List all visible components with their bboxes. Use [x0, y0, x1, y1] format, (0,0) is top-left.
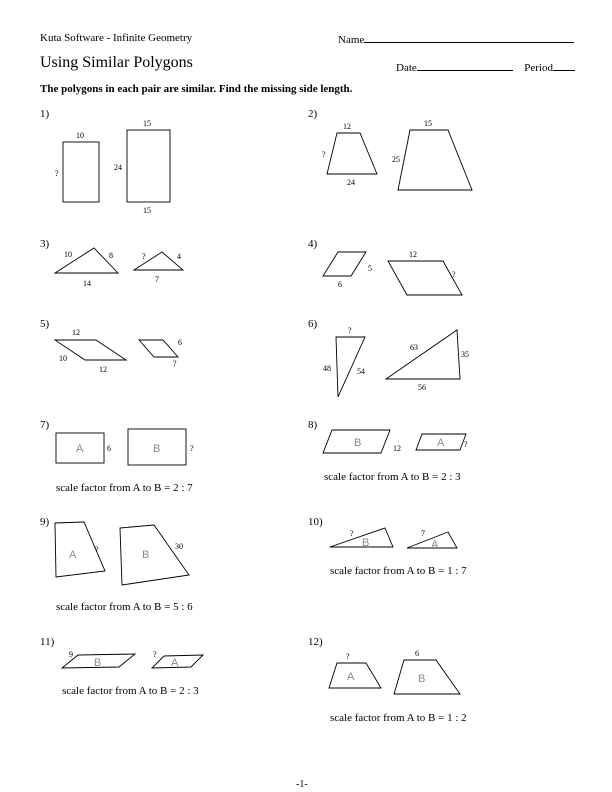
- scale-factor-text: scale factor from A to B = 2 : 3: [62, 685, 199, 697]
- instructions: The polygons in each pair are similar. Find the missing side length.: [40, 83, 353, 95]
- side-label: 30: [175, 542, 183, 551]
- trapezoid-small: [327, 133, 377, 174]
- trapezoid-a: [329, 663, 381, 688]
- page-title: Using Similar Polygons: [40, 54, 193, 71]
- side-label: 56: [418, 383, 426, 392]
- side-label: 7: [421, 529, 425, 538]
- side-label: ?: [464, 440, 468, 449]
- side-label: 6: [415, 649, 419, 658]
- problem-number: 12): [308, 636, 323, 648]
- problem-number: 2): [308, 108, 318, 120]
- problem-8-figure: [323, 430, 468, 453]
- side-label: 14: [83, 279, 91, 288]
- side-label: ?: [142, 252, 146, 261]
- problem-number: 6): [308, 318, 318, 330]
- problem-12-figure: [329, 649, 460, 694]
- side-label: 7: [155, 275, 159, 284]
- trapezoid-b: [394, 660, 460, 694]
- side-label: ?: [190, 444, 194, 453]
- problem-number: 7): [40, 419, 50, 431]
- problem-5-figure: [55, 328, 182, 374]
- problem-number: 4): [308, 238, 318, 250]
- problem-number: 8): [308, 419, 318, 431]
- side-label: ?: [452, 270, 456, 279]
- side-label: 6: [338, 280, 342, 289]
- side-label: 15: [143, 206, 151, 215]
- problem-4-figure: [323, 250, 462, 295]
- side-label: 12: [393, 444, 401, 453]
- scale-factor-text: scale factor from A to B = 1 : 7: [330, 565, 467, 577]
- trapezoid-large: [398, 130, 472, 190]
- quadrilateral-b: [120, 525, 189, 585]
- shape-label-a: A: [69, 549, 77, 561]
- scale-factor-text: scale factor from A to B = 2 : 7: [56, 482, 193, 494]
- side-label: ?: [322, 150, 326, 159]
- side-label: ?: [348, 326, 352, 335]
- side-label: 8: [109, 251, 113, 260]
- problem-number: 3): [40, 238, 50, 250]
- side-label: 15: [424, 119, 432, 128]
- page-number: -1-: [296, 779, 308, 790]
- scale-factor-text: scale factor from A to B = 2 : 3: [324, 471, 461, 483]
- side-label: 15: [143, 119, 151, 128]
- side-label: ?: [153, 650, 157, 659]
- side-label: 48: [323, 364, 331, 373]
- problem-10-figure: [330, 528, 457, 551]
- shape-label-b: B: [418, 673, 426, 685]
- problem-3-figure: [55, 248, 183, 288]
- problem-7-figure: [56, 429, 194, 465]
- rectangle-small: [63, 142, 99, 202]
- shape-label-b: B: [142, 549, 150, 561]
- rectangle-large: [127, 130, 170, 202]
- side-label: 12: [72, 328, 80, 337]
- side-label: 54: [357, 367, 365, 376]
- side-label: 9: [69, 650, 73, 659]
- triangle-large: [386, 330, 460, 379]
- side-label: 6: [107, 444, 111, 453]
- side-label: 5: [368, 264, 372, 273]
- side-label: 6: [178, 338, 182, 347]
- parallelogram-small: [139, 340, 178, 357]
- problem-number: 11): [40, 636, 55, 648]
- scale-factor-text: scale factor from A to B = 1 : 2: [330, 712, 467, 724]
- side-label: ?: [173, 359, 177, 368]
- side-label: 10: [76, 131, 84, 140]
- side-label: ?: [55, 169, 59, 178]
- shape-label-b: B: [94, 657, 102, 669]
- software-name: Kuta Software - Infinite Geometry: [40, 32, 193, 44]
- problem-1-figure: [55, 119, 170, 215]
- side-label: ?: [350, 529, 354, 538]
- problem-2-figure: [322, 119, 472, 190]
- side-label: 24: [114, 163, 122, 172]
- problem-number: 1): [40, 108, 50, 120]
- shape-label-a: A: [76, 443, 84, 455]
- shape-label-a: A: [437, 437, 445, 449]
- shape-label-b: B: [354, 437, 362, 449]
- parallelogram-small: [323, 252, 366, 276]
- side-label: ?: [346, 652, 350, 661]
- side-label: 35: [461, 350, 469, 359]
- date-label: Date: [396, 62, 417, 74]
- shape-label-b: B: [153, 443, 161, 455]
- side-label: 24: [347, 178, 355, 187]
- period-label: Period: [524, 62, 553, 74]
- scale-factor-text: scale factor from A to B = 5 : 6: [56, 601, 193, 613]
- side-label: 10: [64, 250, 72, 259]
- shape-label-a: A: [171, 657, 179, 669]
- side-label: 25: [392, 155, 400, 164]
- side-label: 4: [177, 252, 181, 261]
- problem-number: 9): [40, 516, 50, 528]
- side-label: ?: [95, 545, 99, 554]
- shape-label-a: A: [431, 539, 439, 551]
- problem-11-figure: [62, 650, 203, 669]
- problem-6-figure: [323, 326, 469, 397]
- problem-number: 10): [308, 516, 323, 528]
- problem-9-figure: [55, 522, 189, 585]
- shape-label-a: A: [347, 671, 355, 683]
- name-label: Name: [338, 34, 365, 46]
- shape-label-b: B: [362, 537, 370, 549]
- side-label: 12: [409, 250, 417, 259]
- side-label: 10: [59, 354, 67, 363]
- side-label: 12: [99, 365, 107, 374]
- side-label: 12: [343, 122, 351, 131]
- problem-number: 5): [40, 318, 50, 330]
- side-label: 63: [410, 343, 418, 352]
- parallelogram-large: [388, 261, 462, 295]
